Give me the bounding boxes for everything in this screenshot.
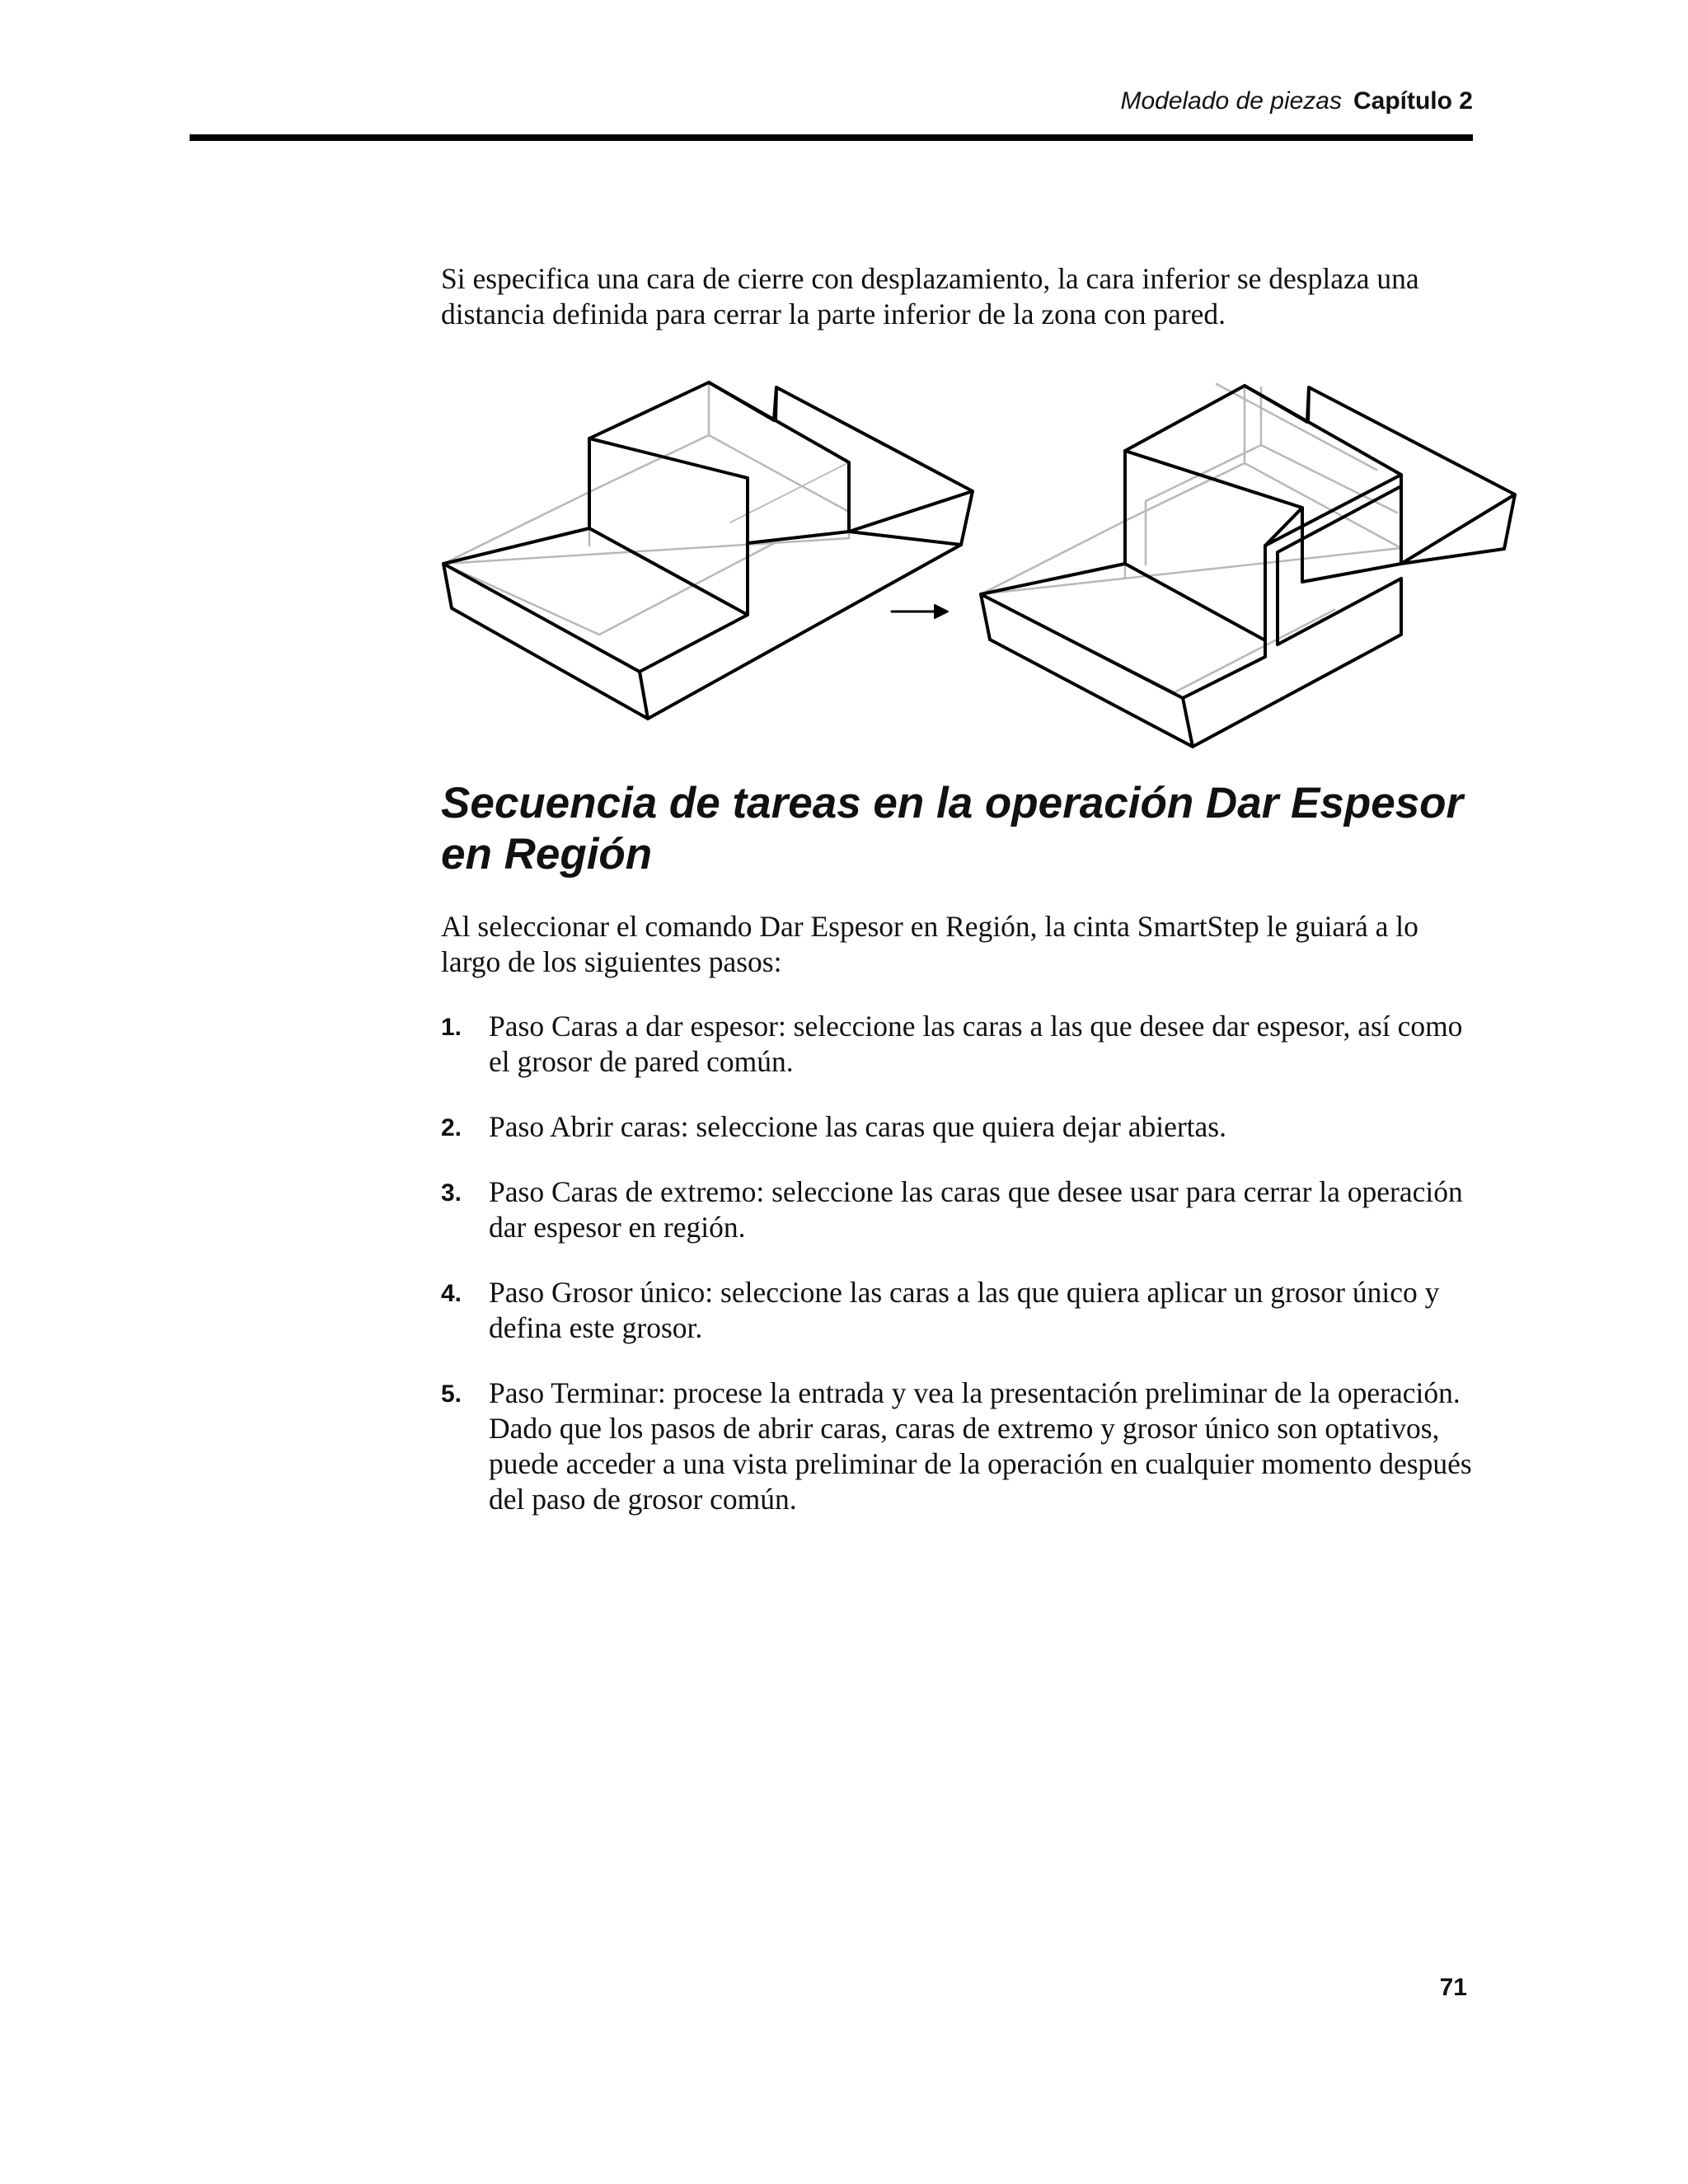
step-text: Paso Caras de extremo: seleccione las caras que desee usar para cerrar la operación dar espesor en región.: [489, 1175, 1463, 1244]
part-after-offset: [981, 384, 1515, 747]
list-item: [441, 1376, 1479, 1517]
running-header: [190, 89, 1473, 114]
list-item: [441, 1174, 1479, 1245]
thicken-region-figure: [437, 363, 1525, 758]
step-number: 3.: [441, 1179, 462, 1207]
list-item: [441, 1109, 1479, 1145]
intro-paragraph: Si especifica una cara de cierre con desplazamiento, la cara inferior se desplaza una distancia definida para cerrar la parte inferior de la zona con pared.: [441, 262, 1419, 330]
page-number: 71: [1439, 1974, 1467, 2001]
step-number: 1.: [441, 1014, 462, 1041]
section-heading: Secuencia de tareas en la operación Dar Espesor en Región: [441, 779, 1464, 879]
list-item: [441, 1009, 1479, 1080]
header-chapter: Capítulo 2: [1353, 87, 1473, 115]
step-number: 5.: [441, 1380, 462, 1408]
list-item: [441, 1275, 1479, 1346]
step-text: Paso Terminar: procese la entrada y vea la presentación preliminar de la operación. Dado que los pasos de abrir caras, caras de extremo y grosor único son optativos, puede acceder a una vista preliminar de la operación en cualquier momento después del paso de grosor común.: [489, 1376, 1472, 1516]
part-before-offset: [443, 382, 973, 719]
header-section-title: Modelado de piezas: [1120, 87, 1342, 115]
right-arrow-icon: [892, 605, 948, 618]
steps-list: [441, 1009, 1479, 1547]
step-text: Paso Grosor único: seleccione las caras a las que quiera aplicar un grosor único y defina este grosor.: [489, 1276, 1440, 1344]
hidden-lines-right: [981, 384, 1401, 692]
step-text: Paso Caras a dar espesor: seleccione las caras a las que desee dar espesor, así como el grosor de pared común.: [489, 1010, 1463, 1078]
header-rule: [190, 134, 1473, 141]
lead-paragraph: Al seleccionar el comando Dar Espesor en Región, la cinta SmartStep le guiará a lo largo de los siguientes pasos:: [441, 910, 1418, 978]
step-number: 2.: [441, 1114, 462, 1141]
step-text: Paso Abrir caras: seleccione las caras que quiera dejar abiertas.: [489, 1110, 1226, 1143]
visible-edges-right: [981, 386, 1515, 747]
step-number: 4.: [441, 1280, 462, 1307]
